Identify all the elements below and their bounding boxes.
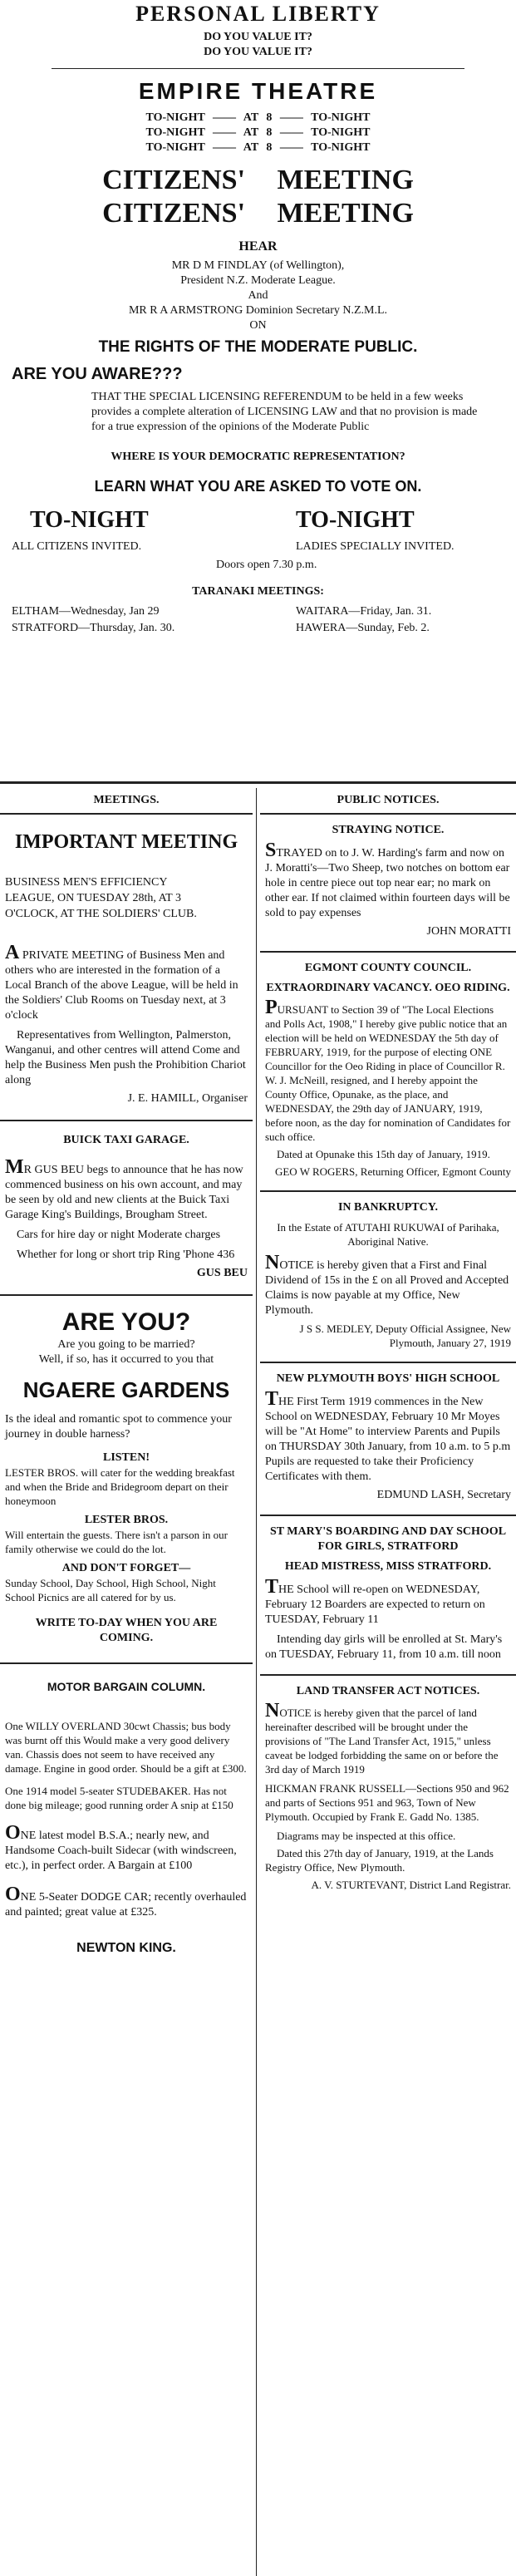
gardens-heading: NGAERE GARDENS [22, 1377, 230, 1402]
columns [0, 788, 516, 2576]
important-line: O'CLOCK, AT THE SOLDIERS' CLUB. [5, 908, 197, 920]
bankruptcy-text: NOTICE is hereby given that a First and Final Dividend of 15s in the £ on all Proved and Accepted Claims is now payable at my Office, New Plymouth. [265, 1252, 509, 1317]
private-meeting-text: Representatives from Wellington, Palmerston, Wanganui, and other centres will attend Come and help the Business Men push the Prohibition Chariot along [5, 1029, 246, 1086]
st-marys-text: THE School will re-open on WEDNESDAY, February 12 Boarders are expected to return on TUESDAY, February 11 [265, 1576, 485, 1626]
meeting-date: WAITARA—Friday, Jan. 31. [296, 605, 432, 618]
st-marys-heading: ST MARY'S BOARDING AND DAY SCHOOL FOR GIRLS, STRATFORD [269, 1525, 507, 1553]
motor-item: ONE 5-Seater DODGE CAR; recently overhauled and painted; great value at £325. [5, 1884, 247, 1918]
meeting-date: ELTHAM—Wednesday, Jan 29 [12, 605, 160, 618]
public-notices-heading: PUBLIC NOTICES. [337, 794, 440, 806]
land-transfer-heading: LAND TRANSFER ACT NOTICES. [296, 1685, 480, 1697]
motor-bargain-ad [0, 1662, 253, 1962]
invited-left: ALL CITIZENS INVITED. [12, 540, 142, 553]
and-label: And [248, 289, 268, 302]
left-column [0, 788, 253, 2576]
lester-heading: LESTER BROS. [84, 1514, 169, 1526]
boys-school-signature: EDMUND LASH, Secretary [376, 1489, 511, 1501]
private-meeting-text: A PRIVATE MEETING of Business Men and others who are interested in the formation of a Local Branch of the above League, will be held in the Soldiers' Club Rooms on Tuesday next, at 3 o'clock [5, 942, 238, 1022]
straying-heading: STRAYING NOTICE. [332, 824, 445, 836]
important-title: IMPORTANT MEETING [14, 831, 238, 853]
motor-heading: MOTOR BARGAIN COLUMN. [47, 1680, 206, 1693]
meeting-date: STRATFORD—Thursday, Jan. 30. [12, 622, 175, 634]
vacancy-heading: EXTRAORDINARY VACANCY. OEO RIDING. [266, 982, 510, 994]
motor-item: ONE latest model B.S.A.; nearly new, and Handsome Coach-built Sidecar (with windscreen, etc.), in perfect order. A Bargain at £100 [5, 1822, 237, 1872]
boys-school-heading: NEW PLYMOUTH BOYS' HIGH SCHOOL [276, 1372, 500, 1385]
buick-heading: BUICK TAXI GARAGE. [63, 1134, 189, 1146]
straying-signature: JOHN MORATTI [426, 925, 511, 938]
speaker: MR D M FINDLAY (of Wellington), [171, 259, 345, 272]
lester-text: Will entertain the guests. There isn't a parson in our family otherwise we could do the lot. [5, 1529, 229, 1555]
where-line: WHERE IS YOUR DEMOCRATIC REPRESENTATION? [111, 451, 405, 463]
empire-theatre-ad [0, 0, 516, 781]
doors-line: Doors open 7.30 p.m. [216, 559, 317, 571]
learn-line: LEARN WHAT YOU ARE ASKED TO VOTE ON. [94, 478, 422, 495]
subject-line: THE RIGHTS OF THE MODERATE PUBLIC. [98, 338, 418, 356]
bankruptcy-notice [260, 1190, 516, 1355]
ngaere-gardens-ad [0, 1294, 253, 1654]
gardens-text: Is the ideal and romantic spot to commence your journey in double harness? [5, 1413, 232, 1441]
bankruptcy-heading: IN BANKRUPTCY. [337, 1201, 439, 1214]
section-divider [0, 781, 516, 784]
boys-school-text: THE First Term 1919 commences in the New School on WEDNESDAY, February 10 Mr Moyes will be "At Home" to interview Parents and Pupils on THURSDAY 30th January, from 10 a.m. to 5 p.m Pupils are requested to take their Proficiency Certificates with them. [265, 1388, 511, 1483]
venue-name: EMPIRE THEATRE [138, 78, 378, 104]
speaker-role: President N.Z. Moderate League. [180, 274, 336, 287]
land-transfer-text: NOTICE is hereby given that the parcel of land hereinafter described will be brought under the provisions of "The Land Transfer Act, 1915," unless caveat be lodged forbidding the same on or before the 3rd day of March 1919 [265, 1700, 499, 1776]
private-signature: J. E. HAMILL, Organiser [127, 1092, 248, 1105]
ad-title: PERSONAL LIBERTY [135, 2, 381, 26]
important-line: LEAGUE, ON TUESDAY 28th, AT 3 [5, 892, 181, 904]
are-you-text: Well, if so, has it occurred to you that [38, 1353, 214, 1366]
ad-question: DO YOU VALUE IT? [204, 31, 312, 43]
invited-pair [0, 539, 516, 558]
tonight-pair [0, 506, 516, 539]
important-line: BUSINESS MEN'S EFFICIENCY [5, 876, 168, 889]
meeting-heading: CITIZENS' MEETING [102, 198, 414, 229]
buick-text: MR GUS BEU begs to announce that he has now commenced business on his own account, and may be seen by old and new clients at the Buick Taxi Garage King's Buildings, Brougham Street. [5, 1156, 243, 1221]
tonight-row: TO-NIGHT —— AT 8 —— TO-NIGHT [145, 141, 371, 154]
aware-heading: ARE YOU AWARE??? [12, 365, 183, 383]
straying-notice [260, 813, 516, 944]
newton-king: NEWTON KING. [76, 1941, 176, 1955]
aware-text: THAT THE SPECIAL LICENSING REFERENDUM to be held in a few weeks provides a complete alteration of LICENSING LAW and that no provision is made for a true expression of the opinions of the Moderate Public [91, 391, 478, 433]
ad-question: DO YOU VALUE IT? [204, 46, 312, 58]
speaker: MR R A ARMSTRONG Dominion Secretary N.Z.M.L. [128, 304, 388, 317]
egmont-notice [260, 951, 516, 1184]
bankruptcy-estate: In the Estate of ATUTAHI RUKUWAI of Parihaka, Aboriginal Native. [277, 1221, 499, 1248]
egmont-heading: EGMONT COUNTY COUNCIL. [304, 962, 472, 974]
motor-item: One 1914 model 5-seater STUDEBAKER. Has not done big mileage; good running order A snip at £150 [5, 1785, 233, 1811]
invited-right: LADIES SPECIALLY INVITED. [296, 540, 455, 553]
column-divider [256, 788, 257, 2576]
straying-text: STRAYED on to J. W. Harding's farm and now on J. Moratti's—Two Sheep, two notches on bottom ear hole in centre piece out top near ear; no mark on other ear. If not claimed within fourteen days will be sold to pay expenses [265, 840, 510, 919]
land-transfer-text: HICKMAN FRANK RUSSELL—Sections 950 and 962 and parts of Sections 951 and 963, Town of New Plymouth. Occupied by Frank E. Gadd No. 1385. [265, 1782, 509, 1823]
st-marys-text: Intending day girls will be enrolled at St. Mary's on TUESDAY, February 11, from 10 a.m. till noon [265, 1633, 503, 1661]
on-label: ON [249, 319, 267, 332]
tonight-row: TO-NIGHT —— AT 8 —— TO-NIGHT [145, 126, 371, 139]
land-transfer-text: Dated this 27th day of January, 1919, at the Lands Registry Office, New Plymouth. [265, 1847, 494, 1874]
hear-label: HEAR [238, 239, 278, 254]
tonight-right: TO-NIGHT [296, 507, 415, 533]
st-marys-notice [260, 1515, 516, 1667]
vacancy-signature: GEO W ROGERS, Returning Officer, Egmont County [274, 1165, 511, 1178]
are-you-heading: ARE YOU? [61, 1308, 191, 1336]
buick-text: Whether for long or short trip Ring 'Phone 436 [17, 1249, 235, 1261]
meeting-dates [0, 604, 516, 639]
land-transfer-notice [260, 1674, 516, 1897]
write-line: WRITE TO-DAY WHEN YOU ARE COMING. [35, 1617, 218, 1644]
listen-heading: LISTEN! [102, 1451, 150, 1464]
buick-text: Cars for hire day or night Moderate charges [17, 1229, 221, 1241]
right-column [260, 788, 516, 2576]
listen-text: LESTER BROS. will cater for the wedding breakfast and when the Bride and Bridegroom depart on their honeymoon [5, 1466, 235, 1507]
vacancy-date: Dated at Opunake this 15th day of January, 1919. [277, 1148, 490, 1160]
forget-text: Sunday School, Day School, High School, Night School Picnics are all catered for by us. [5, 1577, 216, 1603]
forget-heading: AND DON'T FORGET— [61, 1562, 191, 1574]
buick-signature: GUS BEU [196, 1267, 248, 1279]
motor-item: One WILLY OVERLAND 30cwt Chassis; bus body was burnt off this Would make a very good delivery van. Chassis does not seem to have received any damage. Engine in good order. Should be a gift at £300. [5, 1720, 247, 1775]
bankruptcy-signature: J S S. MEDLEY, Deputy Official Assignee, New Plymouth, January 27, 1919 [299, 1322, 511, 1349]
tonight-row: TO-NIGHT —— AT 8 —— TO-NIGHT [145, 111, 371, 124]
vacancy-text: PURSUANT to Section 39 of "The Local Elections and Polls Act, 1908," I hereby give public notice that an election will be held on WEDNESDAY the 5th day of FEBRUARY, 1919, for the purpose of electing ONE Councillor for the Oeo Riding in place of Councillor R. W. J. McNeill, resigned, and I hereby appoint the County Office, Opunake, as the place, and WEDNESDAY, the 29th day of JANUARY, 1919, before noon, as the day for nomination of Candidates for such office. [265, 997, 511, 1143]
st-marys-subheading: HEAD MISTRESS, MISS STRATFORD. [284, 1560, 492, 1573]
land-transfer-signature: A. V. STURTEVANT, District Land Registrar. [311, 1879, 511, 1891]
meetings-heading: MEETINGS. [93, 794, 160, 806]
are-you-text: Are you going to be married? [57, 1338, 195, 1351]
important-meeting-ad [0, 813, 253, 1111]
meeting-date: HAWERA—Sunday, Feb. 2. [296, 622, 430, 634]
important-lines [5, 874, 248, 922]
tonight-left: TO-NIGHT [30, 507, 149, 533]
buick-garage-ad [0, 1120, 253, 1286]
meeting-heading: CITIZENS' MEETING [102, 165, 414, 195]
land-transfer-text: Diagrams may be inspected at this office. [277, 1830, 456, 1842]
boys-school-notice [260, 1362, 516, 1508]
taranaki-heading: TARANAKI MEETINGS: [192, 585, 324, 598]
